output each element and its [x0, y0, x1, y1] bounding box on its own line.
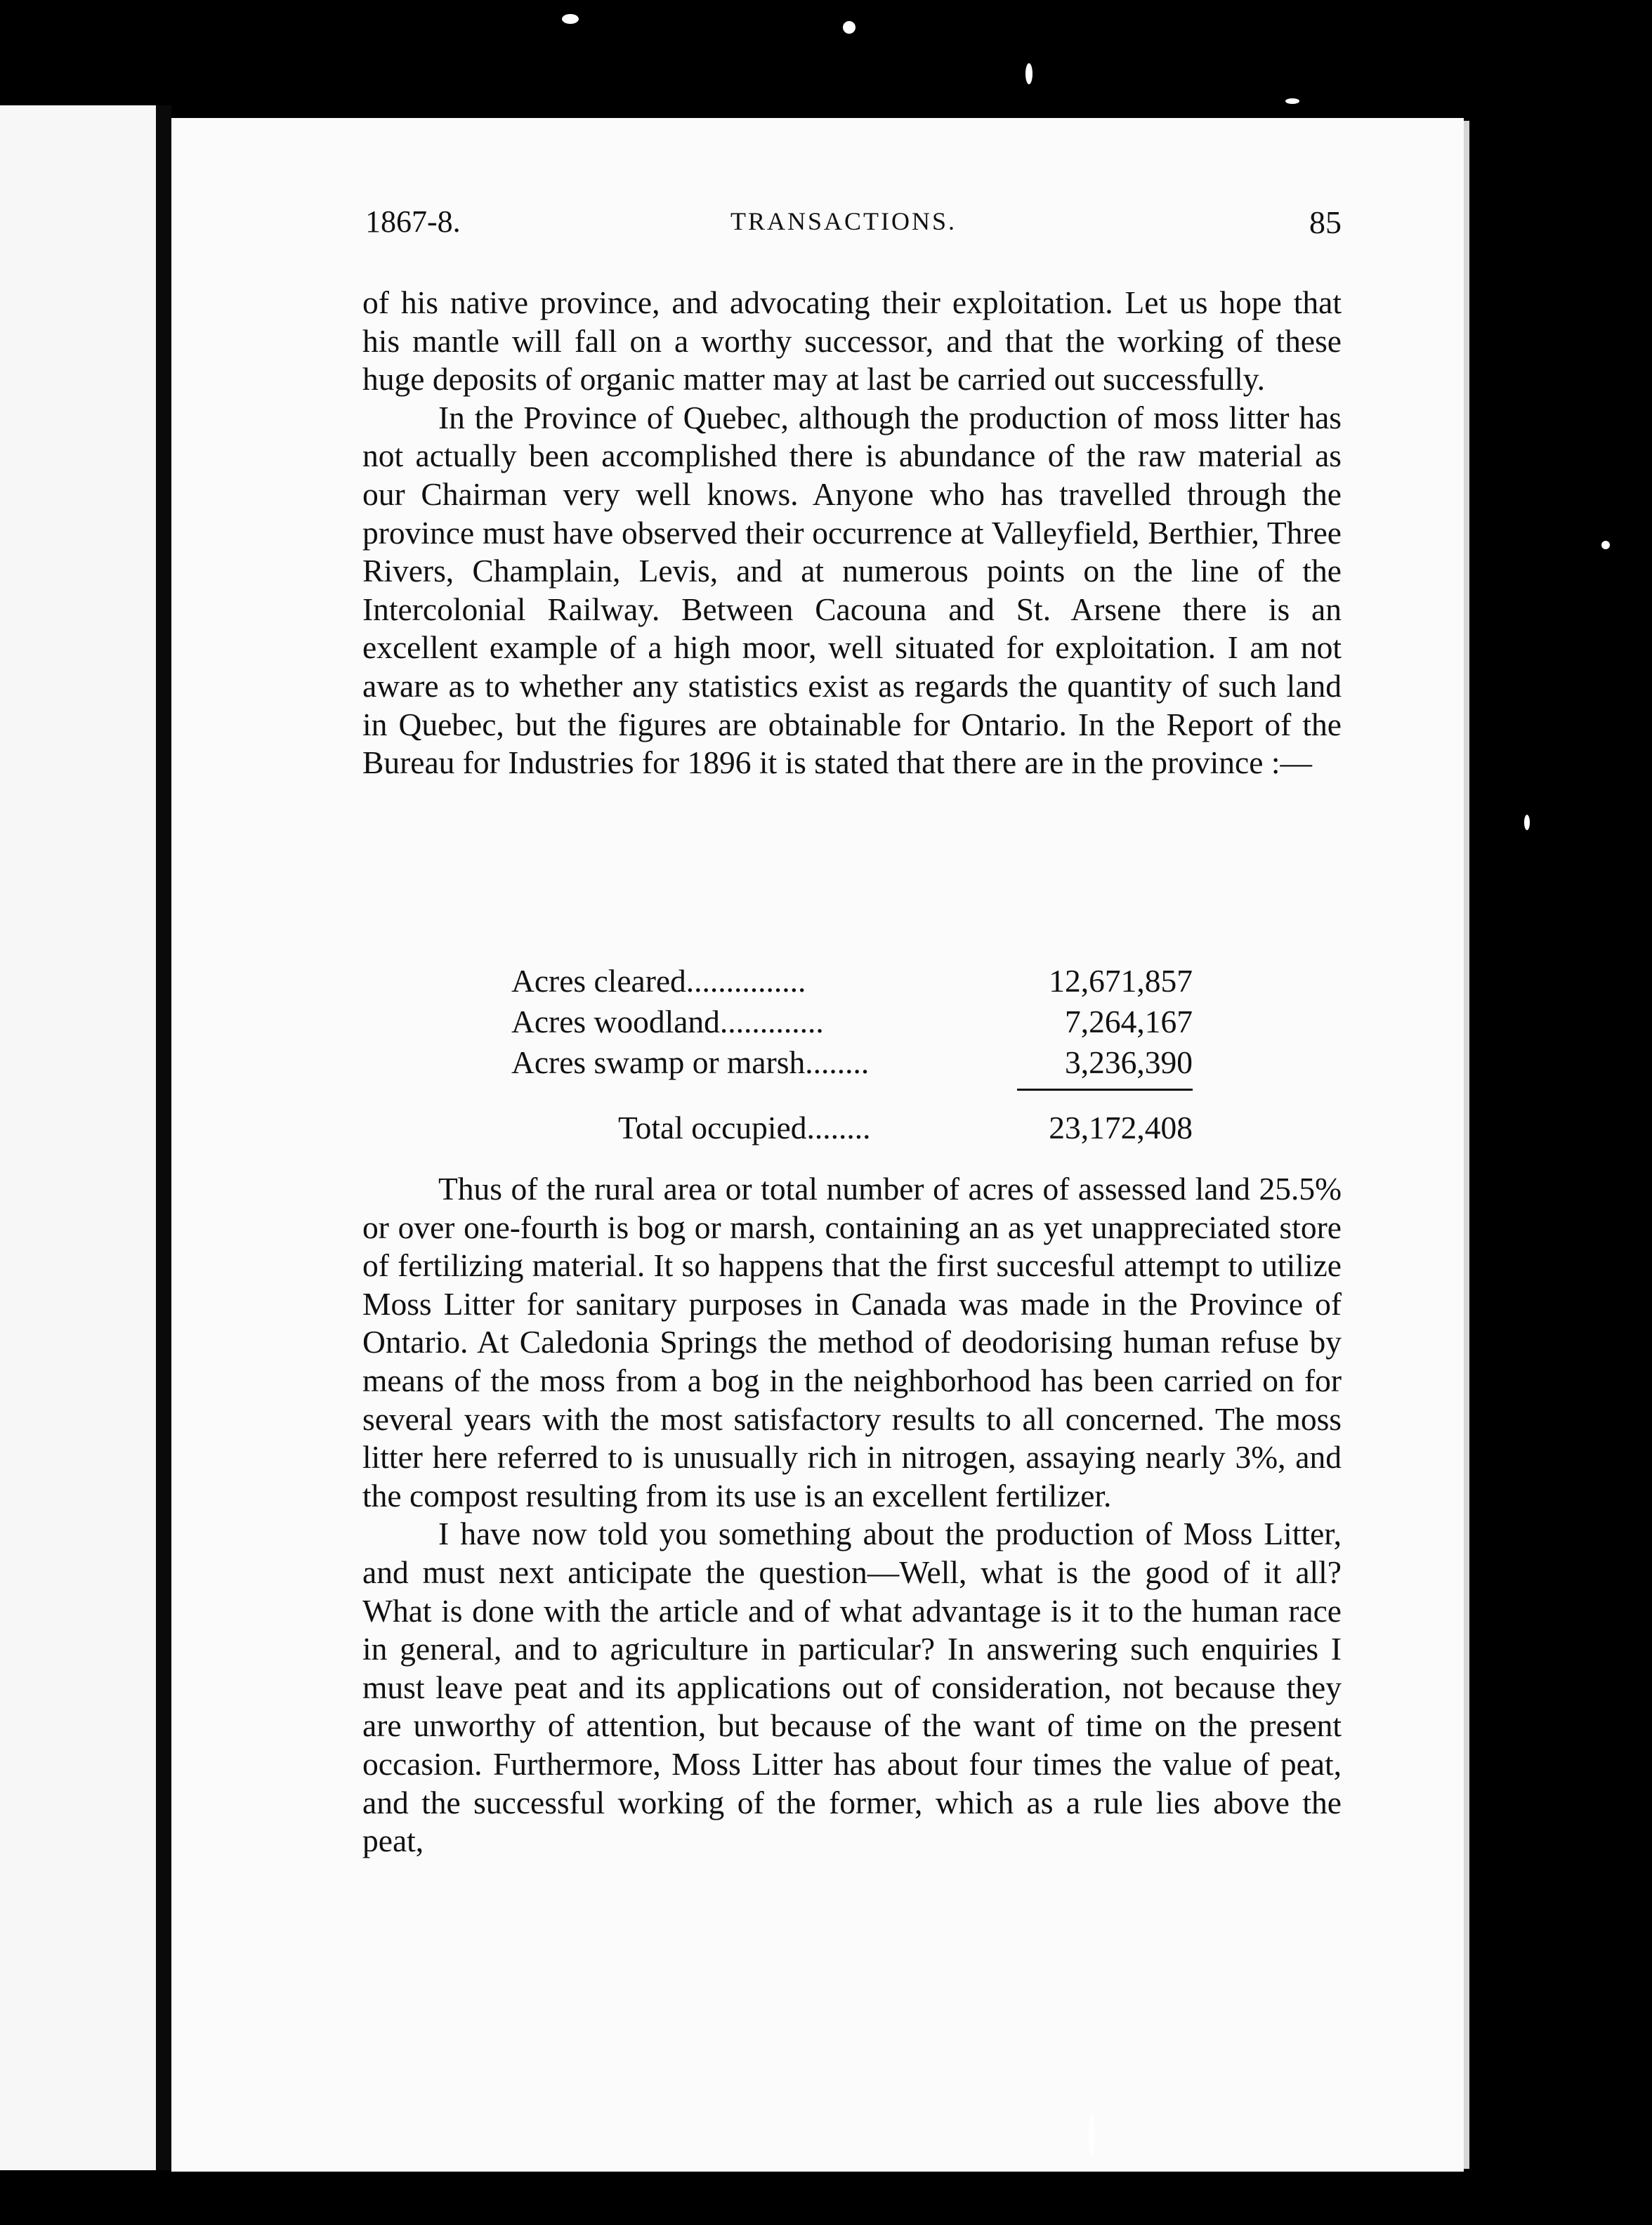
dust-speck [843, 21, 855, 34]
row-label: Acres woodland............. [511, 1004, 824, 1039]
dust-speck [1285, 98, 1299, 104]
dust-speck [1089, 2114, 1094, 2156]
running-title: TRANSACTIONS. [730, 207, 957, 235]
dust-speck [562, 14, 579, 24]
paragraph: Thus of the rural area or total number of acres of assessed land 25.5% or over one-fourth is bog or marsh, containing an as yet unappreciated store of fertilizing material. It so happens that the first succesful attempt to utilize Moss Litter for sanitary purposes in Canada was made in the Province of Ontario. At Caledonia Springs the method of deodorising human refuse by means of the moss from a bog in the neighborhood has been carried on for several years with the most satisfactory results to all concerned. The moss litter here referred to is unusually rich in nitrogen, assaying nearly 3%, and the compost resulting from its use is an excellent fertilizer. [362, 1171, 1342, 1514]
row-label: Acres swamp or marsh........ [511, 1044, 870, 1080]
acreage-table [511, 961, 1193, 1148]
header-year: 1867-8. [365, 204, 461, 239]
page-edge-shadow [1464, 121, 1469, 2169]
row-value: 7,264,167 [1065, 1004, 1193, 1039]
row-label: Acres cleared............... [511, 963, 806, 999]
page-number: 85 [1309, 204, 1342, 240]
body-text-top [362, 284, 1342, 782]
paragraph: In the Province of Quebec, although the production of moss litter has not actually been accomplished there is abundance of the raw material as our Chairman very well knows. Anyone who has travelled through the province must have observed their occurrence at Valleyfield, Berthier, Three Rivers, Champlain, Levis, and at numerous points on the line of the Intercolonial Railway. Between Cacouna and St. Arsene there is an excellent example of a high moor, well situated for exploitation. I am not aware as to whether any statistics exist as regards the quantity of such land in Quebec, but the figures are obtainable for Ontario. In the Report of the Bureau for Industries for 1896 it is stated that there are in the province :— [362, 399, 1342, 781]
table-row [511, 1042, 1193, 1083]
facing-page-edge [0, 105, 162, 2170]
dust-speck [1524, 815, 1530, 830]
dust-speck [1601, 541, 1610, 549]
dust-speck [1025, 63, 1032, 84]
row-value: 12,671,857 [1049, 963, 1193, 999]
paragraph: I have now told you something about the production of Moss Litter, and must next anticipate the question—Well, what is the good of it all? What is done with the article and of what advantage is it to the human race in general, and to agriculture in particular? In answering such enquiries I must leave peat and its applications out of consideration, not because they are unworthy of attention, but because of the want of time on the present occasion. Furthermore, Moss Litter has about four times the value of peat, and the successful working of the former, which as a rule lies above the peat, [362, 1516, 1342, 1859]
sum-rule [1017, 1089, 1193, 1091]
running-header [365, 204, 1342, 246]
total-row [511, 1108, 1193, 1148]
row-value: 3,236,390 [1065, 1044, 1193, 1080]
table-row [511, 961, 1193, 1002]
table-row [511, 1002, 1193, 1042]
paragraph: of his native province, and advocating their exploitation. Let us hope that his mantle will fall on a worthy successor, and that the working of these huge deposits of organic matter may at last be carried out successfully. [362, 284, 1342, 398]
body-text-bottom [362, 1170, 1342, 1860]
total-label: Total occupied........ [618, 1110, 871, 1146]
total-value: 23,172,408 [1049, 1110, 1193, 1146]
binding-gutter [156, 105, 171, 2170]
